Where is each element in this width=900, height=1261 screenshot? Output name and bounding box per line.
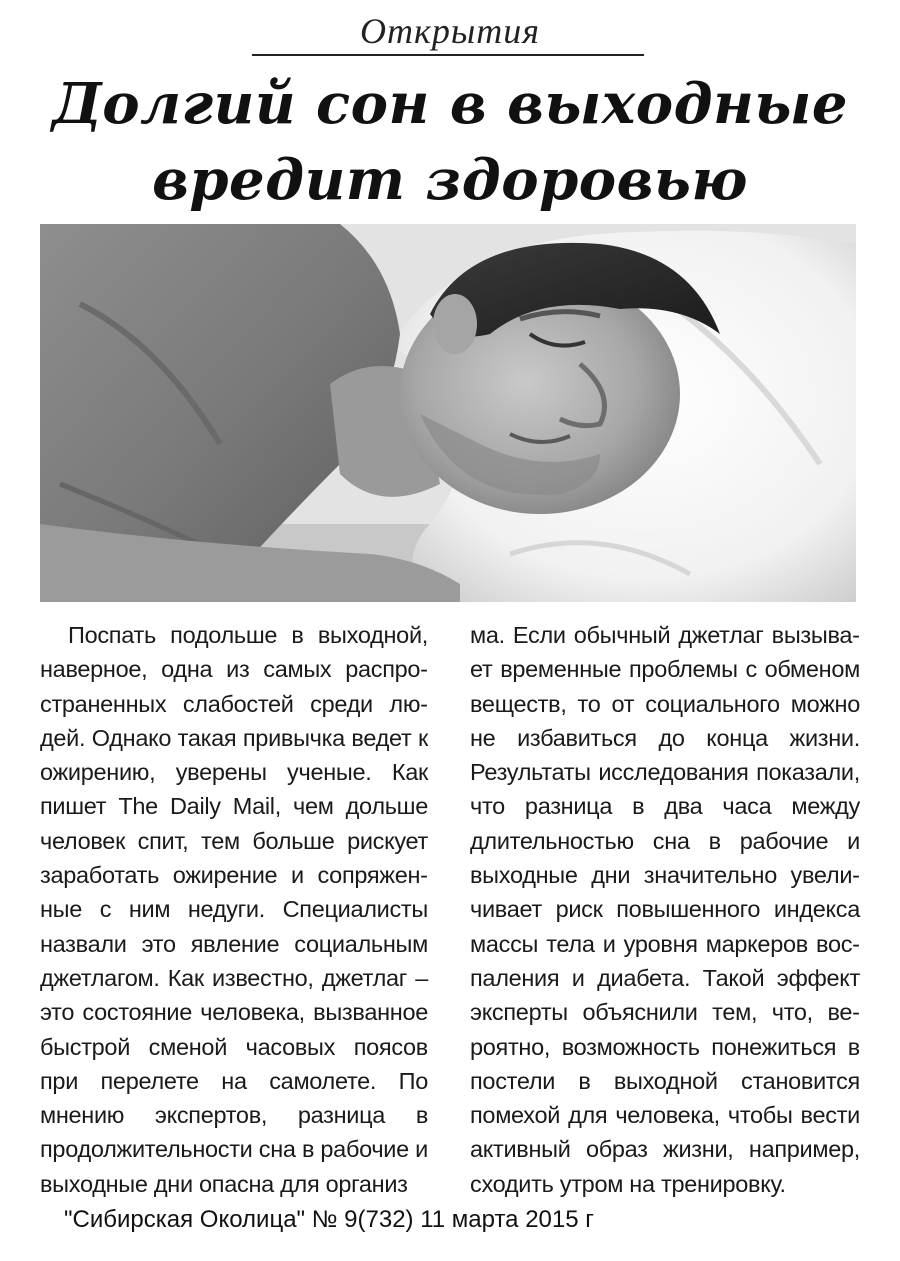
article-column-1: Поспать подольше в выходной, наверное, одна из самых распространенных слабостей среди людей. Однако такая привычка ведет к ожирению, уверены ученые. Как пишет The Daily Mail, чем дольше человек спит, тем больше рискует заработать ожирение и сопряженные с ним недуги. Специалисты назвали это явление социальным джетлагом. Как известно, джетлаг – это состояние человека, вызванное быстрой сменой часовых поясов при перелете на самолете. По мнению экспертов, разница в продолжительности сна в рабочие и выходные дни опасна для организ [40, 622, 428, 1197]
rubric-header [0, 6, 900, 66]
article-photo-sleeping-man [40, 224, 856, 602]
article-column-2: ма. Если обычный джетлаг вызывает временные проблемы с обменом веществ, то от социального можно не избавиться до конца жизни. Результаты исследования показали, что разница в два часа между длительностью сна в рабочие и выходные дни значительно увеличивает риск повышенного индекса массы тела и уровня маркеров воспаления и диабета. Такой эффект эксперты объяснили тем, что, вероятно, возможность понежиться в постели в выходной становится помехой для человека, чтобы вести активный образ жизни, например, сходить утром на тренировку. [470, 622, 860, 1197]
article-headline: Долгий сон в выходные вредит здоровью [52, 71, 848, 213]
publication-footer: "Сибирская Околица" № 9(732) 11 марта 2015 г [64, 1206, 595, 1233]
article-body [40, 618, 860, 1198]
rubric-label: Открытия [354, 11, 546, 51]
rubric-rule [252, 54, 644, 56]
